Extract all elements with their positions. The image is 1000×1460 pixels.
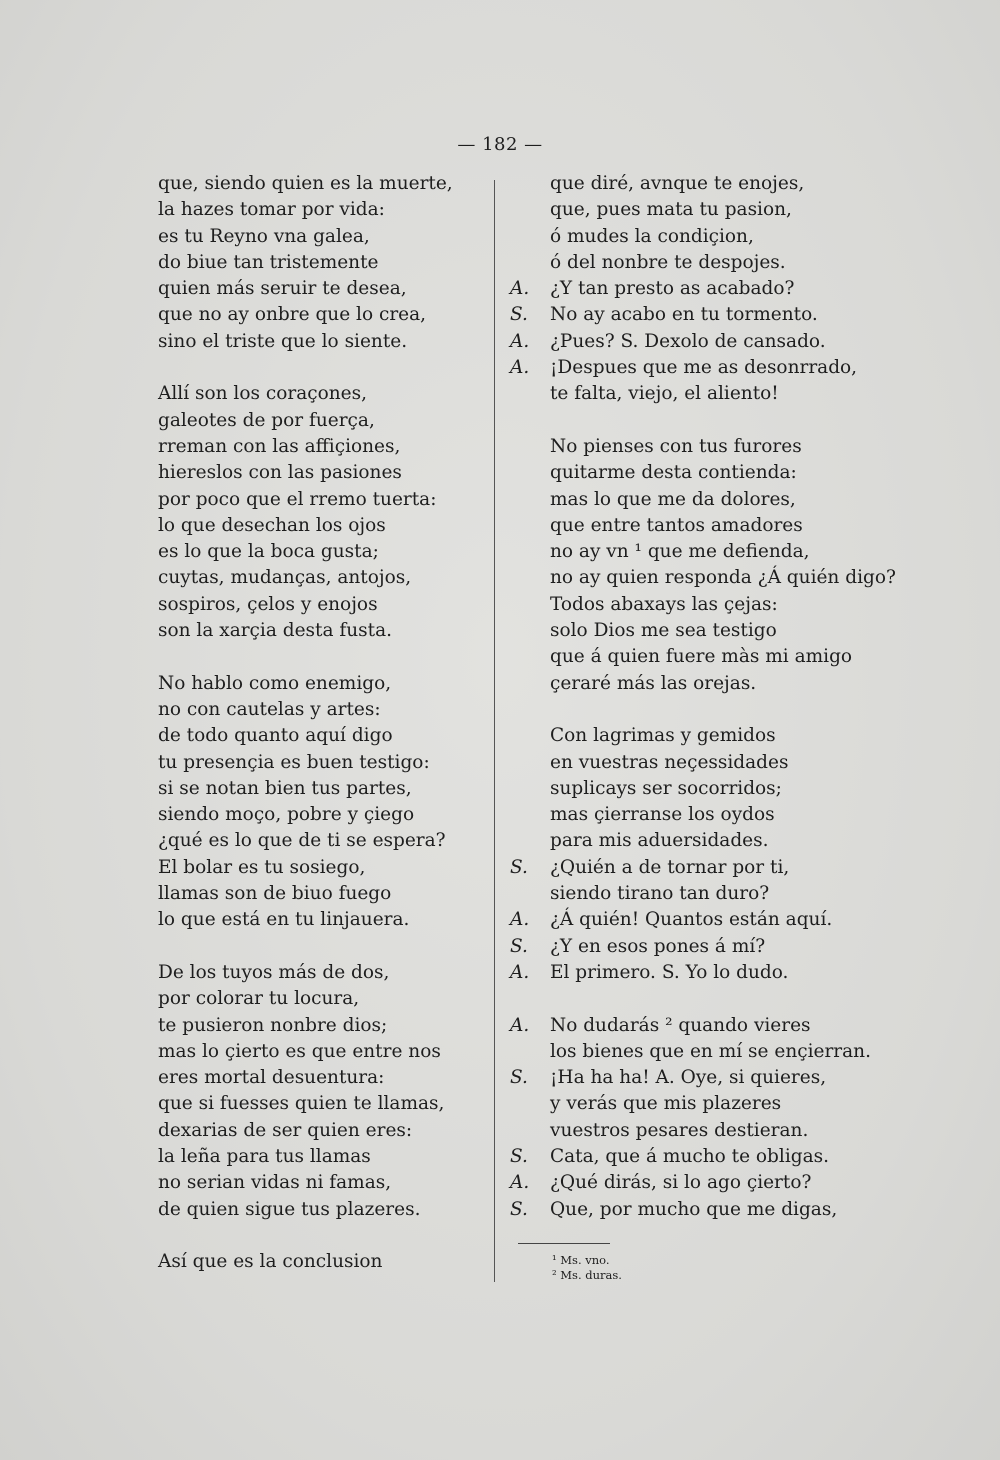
verse-line: por colorar tu locura, [158,988,360,1010]
verse-line [510,1091,880,1117]
verse-line [510,776,880,802]
verse-line: que si fuesses quien te llamas, [158,1093,445,1115]
verse-text: los bienes que en mí se ençierran. [550,1040,871,1062]
verse-line: eres mortal desuentura: [158,1067,385,1089]
verse-line [510,1118,880,1144]
verse-line: que, siendo quien es la muerte, [158,173,453,194]
verse-text: para mis aduersidades. [550,830,769,852]
verse-text: No ay acabo en tu tormento. [550,304,818,326]
verse-text: solo Dios me sea testigo [550,620,777,642]
verse-line [510,355,880,381]
verse-line: quien más seruir te desea, [158,278,407,300]
verse-line [510,828,880,854]
verse-line: tu presençia es buen testigo: [158,751,430,773]
verse-text: ¡Ha ha ha! A. Oye, si quieres, [550,1067,827,1089]
verse-line: dexarias de ser quien eres: [158,1119,413,1141]
verse-text: no ay quien responda ¿Á quién digo? [550,567,896,589]
stanza-gap [510,986,880,1012]
verse-text: que á quien fuere màs mi amigo [550,646,853,668]
verse-line: lo que desechan los ojos [158,514,386,536]
verse-line: llamas son de biuo fuego [158,883,392,905]
verse-line [510,881,880,907]
speaker-label: A. [510,909,530,931]
verse-line: sino el triste que lo siente. [158,330,408,352]
verse-line [510,671,880,697]
verse-line: son la xarçia desta fusta. [158,620,392,642]
verse-line: siendo moço, pobre y çiego [158,804,415,826]
verse-line: do biue tan tristemente [158,251,379,273]
speaker-label: S. [510,1145,528,1167]
speaker-label: S. [510,856,528,878]
verse-line [510,802,880,828]
speaker-label: A. [510,357,530,379]
verse-line [510,302,880,328]
verse-text: que entre tantos amadores [550,514,803,536]
verse-text: suplicays ser socorridos; [550,777,782,799]
verse-text: ¿Qué dirás, si lo ago çierto? [550,1172,812,1194]
verse-line [510,1013,880,1039]
verse-line: mas lo çierto es que entre nos [158,1040,441,1062]
verse-text: no ay vn ¹ que me defienda, [550,541,810,563]
footnotes [552,1253,622,1283]
verse-line [510,750,880,776]
verse-text: No dudarás ² quando vieres [550,1014,811,1036]
verse-line: no con cautelas y artes: [158,698,381,720]
stanza-gap [158,644,478,670]
verse-text: mas çierranse los oydos [550,804,775,826]
footnote-rule [518,1243,610,1244]
speaker-label: S. [510,304,528,326]
verse-line [510,329,880,355]
verse-line [510,855,880,881]
verse-text: y verás que mis plazeres [550,1093,782,1115]
verse-line [510,171,880,197]
verse-line [510,1039,880,1065]
verse-line [510,907,880,933]
verse-line: Allí son los coraçones, [158,383,367,405]
verse-text: quitarme desta contienda: [550,462,797,484]
speaker-label: S. [510,1067,528,1089]
column-divider [494,180,495,1282]
stanza-gap [158,355,478,381]
stanza-gap [158,1223,478,1249]
verse-text: ¿Y en esos pones á mí? [550,935,766,957]
verse-text: El primero. S. Yo lo dudo. [550,961,789,983]
verse-line [510,592,880,618]
verse-line: galeotes de por fuerça, [158,409,375,431]
verse-line: es tu Reyno vna galea, [158,225,370,247]
verse-text: siendo tirano tan duro? [550,883,770,905]
verse-text: ¿Á quién! Quantos están aquí. [550,909,833,931]
verse-line [510,723,880,749]
verse-line [510,539,880,565]
verse-text: No pienses con tus furores [550,435,802,457]
verse-line [510,1197,880,1223]
verse-text: ó mudes la condiçion, [550,225,754,247]
verse-line [510,565,896,591]
verse-text: Cata, que á mucho te obligas. [550,1145,829,1167]
verse-line: de quien sigue tus plazeres. [158,1198,421,1220]
verse-text: çeraré más las orejas. [550,672,757,694]
verse-text: Todos abaxays las çejas: [550,593,778,615]
verse-line: por poco que el rremo tuerta: [158,488,437,510]
footnote: ¹ Ms. vno. [552,1253,610,1267]
speaker-label: S. [510,1198,528,1220]
page-number: — 182 — [457,134,543,155]
verse-line: cuytas, mudanças, antojos, [158,567,412,589]
verse-text: ¿Quién a de tornar por ti, [550,856,790,878]
verse-line: hiereslos con las pasiones [158,462,402,484]
verse-line [510,1144,880,1170]
verse-line [510,1065,880,1091]
verse-text: ¡Despues que me as desonrrado, [550,357,858,379]
verse-line: si se notan bien tus partes, [158,777,412,799]
speaker-label: A. [510,961,530,983]
speaker-label: A. [510,330,530,352]
verse-line: El bolar es tu sosiego, [158,856,366,878]
verse-line [510,434,880,460]
verse-line [510,276,880,302]
verse-text: en vuestras neçessidades [550,751,789,773]
verse-line: rreman con las affiçiones, [158,435,401,457]
verse-line: sospiros, çelos y enojos [158,593,378,615]
verse-line: te pusieron nonbre dios; [158,1014,388,1036]
verse-text: ¿Y tan presto as acabado? [550,278,795,300]
verse-line: es lo que la boca gusta; [158,541,379,563]
verse-line: ¿qué es lo que de ti se espera? [158,830,446,852]
verse-line [510,381,880,407]
verse-text: mas lo que me da dolores, [550,488,796,510]
verse-line: lo que está en tu linjauera. [158,909,410,931]
left-column [158,171,478,1275]
verse-text: que diré, avnque te enojes, [550,173,805,194]
speaker-label: A. [510,1014,530,1036]
footnote: ² Ms. duras. [552,1268,622,1282]
verse-text: te falta, viejo, el aliento! [550,383,779,405]
right-column [510,171,896,1223]
speaker-label: A. [510,1172,530,1194]
verse-text: Con lagrimas y gemidos [550,725,776,747]
verse-line [510,460,880,486]
verse-text: ó del nonbre te despojes. [550,251,786,273]
verse-line: no serian vidas ni famas, [158,1172,392,1194]
verse-line: de todo quanto aquí digo [158,725,393,747]
verse-line [510,250,880,276]
verse-line [510,618,880,644]
verse-line [510,513,880,539]
verse-line: No hablo como enemigo, [158,672,392,694]
stanza-gap [510,697,880,723]
verse-line: la leña para tus llamas [158,1145,371,1167]
verse-line [510,934,880,960]
verse-line [510,487,880,513]
speaker-label: S. [510,935,528,957]
verse-line: Así que es la conclusion [158,1251,383,1273]
verse-text: que, pues mata tu pasion, [550,199,792,221]
verse-text: Que, por mucho que me digas, [550,1198,838,1220]
verse-text: ¿Pues? S. Dexolo de cansado. [550,330,826,352]
verse-line: De los tuyos más de dos, [158,961,390,983]
speaker-label: A. [510,278,530,300]
verse-line: que no ay onbre que lo crea, [158,304,427,326]
verse-line [510,224,880,250]
verse-line [510,960,880,986]
verse-line: la hazes tomar por vida: [158,199,385,221]
verse-line [510,197,880,223]
verse-line [510,1170,880,1196]
verse-line [510,644,880,670]
verse-text: vuestros pesares destieran. [550,1119,809,1141]
stanza-gap [510,408,880,434]
stanza-gap [158,934,478,960]
